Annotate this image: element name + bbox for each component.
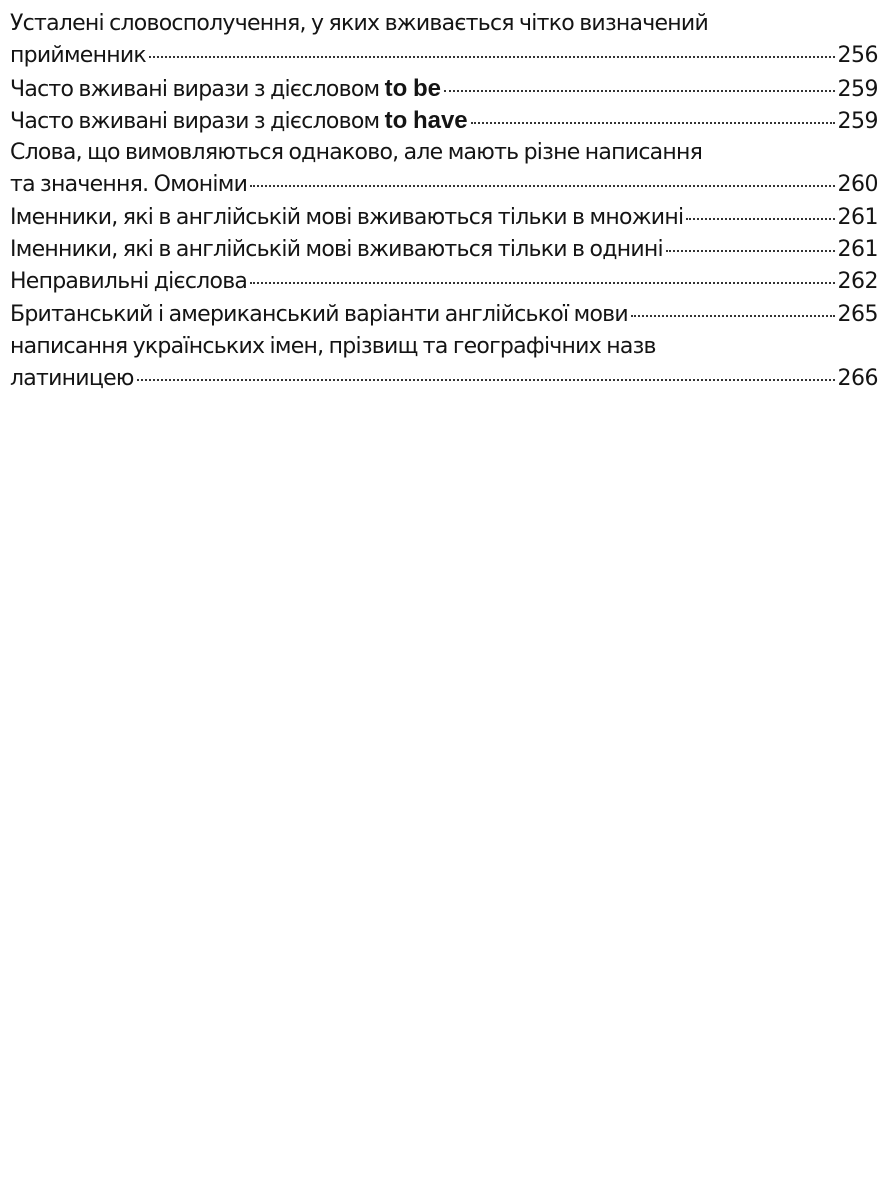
toc-entry-title: Іменники, які в англійській мові вживаються тільки в однині xyxy=(10,237,663,263)
dot-leader xyxy=(149,56,835,58)
toc-entry-title-text: Часто вживані вирази з дієсловом xyxy=(10,76,380,102)
toc-entry[interactable] xyxy=(10,299,878,331)
dot-leader xyxy=(137,379,835,381)
toc-entry-title: Іменники, які в англійській мові вживаються тільки в множині xyxy=(10,204,684,230)
toc-entry[interactable] xyxy=(10,202,878,234)
dot-leader xyxy=(250,185,834,187)
toc-entry[interactable] xyxy=(10,105,878,137)
toc-entry-title: Британський і американський варіанти англійської мови xyxy=(10,301,628,327)
toc-entry[interactable] xyxy=(10,266,878,298)
table-of-contents xyxy=(10,8,878,396)
toc-page-number: 266 xyxy=(837,366,878,392)
toc-page-number: 261 xyxy=(837,237,878,263)
toc-entry-title xyxy=(10,73,441,106)
dot-leader xyxy=(631,315,835,317)
dot-leader xyxy=(250,282,834,284)
dot-leader xyxy=(686,218,834,220)
toc-entry[interactable] xyxy=(10,73,878,105)
toc-entry-title: прийменник xyxy=(10,43,146,69)
toc-page-number: 259 xyxy=(837,76,878,102)
toc-entry[interactable] xyxy=(10,137,878,202)
toc-entry-title-text: Часто вживані вирази з дієсловом xyxy=(10,108,380,134)
toc-entry-title: та значення. Омоніми xyxy=(10,172,248,198)
toc-entry-title-line1: Усталені словосполучення, у яких вживається чітко визначений xyxy=(10,11,709,36)
toc-entry-title: латиницею xyxy=(10,366,134,392)
toc-page-number: 256 xyxy=(837,43,878,69)
dot-leader xyxy=(666,250,835,252)
toc-entry-title xyxy=(10,105,468,138)
toc-entry-title: Неправильні дієслова xyxy=(10,269,248,295)
toc-entry-title-english: to have xyxy=(384,106,468,134)
dot-leader xyxy=(444,90,835,92)
toc-entry[interactable] xyxy=(10,234,878,266)
toc-page-number: 260 xyxy=(837,172,878,198)
toc-entry-title-english: to be xyxy=(384,74,441,102)
toc-page-number: 265 xyxy=(837,301,878,327)
toc-entry-title-line1: написання українських імен, прізвищ та географічних назв xyxy=(10,333,656,359)
toc-page-number: 261 xyxy=(837,204,878,230)
toc-page-number: 259 xyxy=(837,108,878,134)
toc-entry[interactable] xyxy=(10,8,878,73)
dot-leader xyxy=(471,122,835,124)
toc-entry-title-line1: Слова, що вимовляються однаково, але мають різне написання xyxy=(10,140,703,166)
toc-page-number: 262 xyxy=(837,269,878,295)
toc-entry[interactable] xyxy=(10,331,878,396)
